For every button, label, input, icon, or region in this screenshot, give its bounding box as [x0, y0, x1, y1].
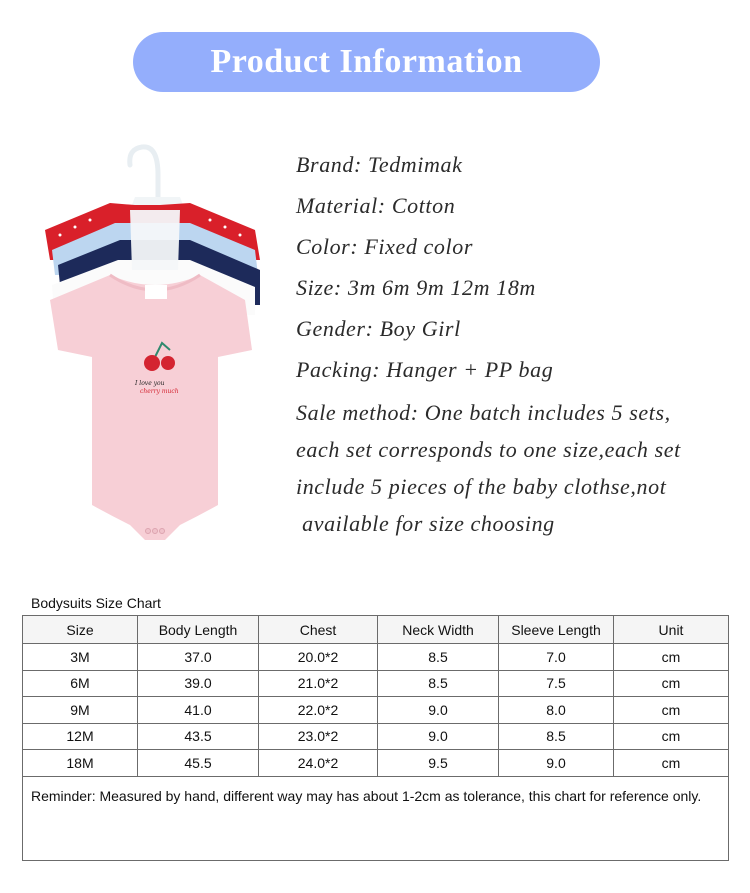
cell-unit: cm: [614, 750, 729, 777]
cell-body-length: 45.5: [138, 750, 259, 777]
info-size: Size: 3m 6m 9m 12m 18m: [296, 275, 536, 300]
info-gender: Gender: Boy Girl: [296, 316, 461, 341]
info-material: Material: Cotton: [296, 193, 456, 218]
cell-sleeve-length: 8.0: [499, 697, 614, 724]
column-header-sleeve-length: Sleeve Length: [499, 616, 614, 644]
cell-unit: cm: [614, 644, 729, 671]
sale-method-line: each set corresponds to one size,each set: [296, 437, 681, 462]
cell-chest: 22.0*2: [259, 697, 378, 724]
column-header-neck-width: Neck Width: [378, 616, 499, 644]
table-row: [23, 697, 729, 724]
column-header-unit: Unit: [614, 616, 729, 644]
table-row: [23, 723, 729, 750]
product-info-list: [296, 148, 746, 542]
cell-neck-width: 9.0: [378, 697, 499, 724]
cell-unit: cm: [614, 670, 729, 697]
size-chart-table: [22, 615, 729, 861]
info-color: Color: Fixed color: [296, 234, 473, 259]
size-chart-title: Bodysuits Size Chart: [31, 595, 161, 611]
svg-text:I love you: I love you: [135, 380, 165, 387]
table-row: [23, 750, 729, 777]
reminder-row: [23, 776, 729, 860]
column-header-size: Size: [23, 616, 138, 644]
sale-method-line: include 5 pieces of the baby clothse,not: [296, 474, 667, 499]
page-title: Product Information: [210, 43, 523, 80]
cell-sleeve-length: 9.0: [499, 750, 614, 777]
cell-size: 9M: [23, 697, 138, 724]
cell-neck-width: 8.5: [378, 670, 499, 697]
cell-sleeve-length: 7.5: [499, 670, 614, 697]
cell-body-length: 39.0: [138, 670, 259, 697]
sale-method-line: Sale method: One batch includes 5 sets,: [296, 400, 671, 425]
svg-text:cherry much: cherry much: [140, 388, 179, 395]
table-row: [23, 670, 729, 697]
title-banner: [133, 32, 600, 92]
reminder-note: Reminder: Measured by hand, different way may has about 1-2cm as tolerance, this chart for reference only.: [23, 776, 729, 860]
cell-sleeve-length: 8.5: [499, 723, 614, 750]
cell-unit: cm: [614, 697, 729, 724]
info-sale-method: [296, 394, 746, 542]
cell-body-length: 41.0: [138, 697, 259, 724]
cell-size: 6M: [23, 670, 138, 697]
cell-sleeve-length: 7.0: [499, 644, 614, 671]
cell-neck-width: 9.0: [378, 723, 499, 750]
table-row: [23, 644, 729, 671]
table-header-row: [23, 616, 729, 644]
cell-chest: 23.0*2: [259, 723, 378, 750]
product-image-bodysuits: [40, 135, 270, 545]
cell-body-length: 37.0: [138, 644, 259, 671]
cell-size: 18M: [23, 750, 138, 777]
cell-size: 3M: [23, 644, 138, 671]
info-brand: Brand: Tedmimak: [296, 152, 463, 177]
cell-neck-width: 9.5: [378, 750, 499, 777]
cell-neck-width: 8.5: [378, 644, 499, 671]
sale-method-line: available for size choosing: [296, 511, 555, 536]
cell-size: 12M: [23, 723, 138, 750]
cell-unit: cm: [614, 723, 729, 750]
cell-chest: 24.0*2: [259, 750, 378, 777]
column-header-body-length: Body Length: [138, 616, 259, 644]
info-packing: Packing: Hanger + PP bag: [296, 357, 554, 382]
cell-chest: 21.0*2: [259, 670, 378, 697]
column-header-chest: Chest: [259, 616, 378, 644]
cell-body-length: 43.5: [138, 723, 259, 750]
cell-chest: 20.0*2: [259, 644, 378, 671]
